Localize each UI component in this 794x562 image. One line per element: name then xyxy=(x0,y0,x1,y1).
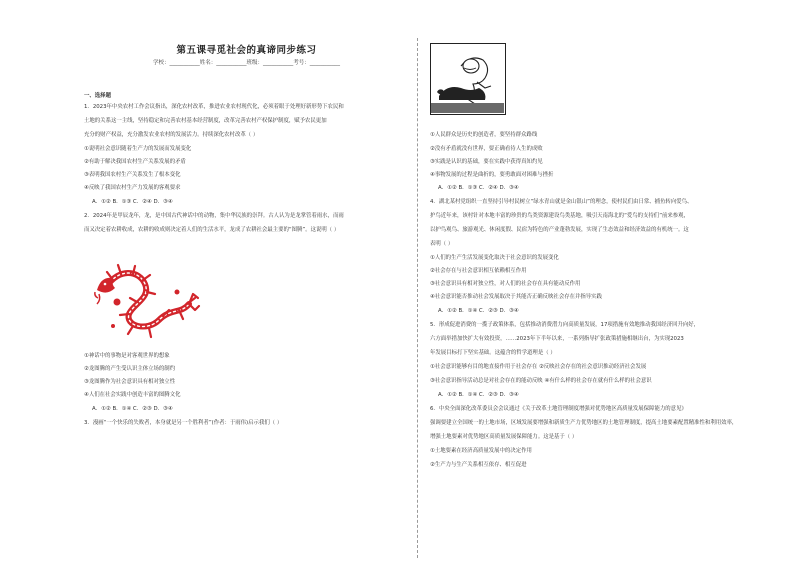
answer-choices: A．①② B．①④ C．②③ D．③④ xyxy=(92,406,173,412)
question-line: 4．湖北某村党组织一直坚持引导村民树立“绿水青山就是金山银山”的理念，使村民们由日常、捕鱼转向爱鸟、 xyxy=(430,199,693,205)
question-line: 土地的关系这一主线，坚持稳定和完善农村基本经营制度，改革完善农村产权保护制度，赋予农民更加 xyxy=(84,118,327,124)
column-divider xyxy=(417,38,418,558)
question-line: 2．2024年是甲辰龙年，龙，是中国古代神话中的动物，集中华民族的崇拜。古人认为是龙掌管着雨水，而雨 xyxy=(84,213,344,219)
option-line: ①社会意识能够有目的地直接作用于社会存在 ②反映社会存在的社会意识推动经济社会发展 xyxy=(430,364,647,370)
option-line: ①土地要素在经济高质量发展中的决定作用 xyxy=(430,448,532,454)
option-line: ①神话中的事物是对客观世界的想象 xyxy=(84,353,170,359)
question-line: 6．中央全面深化改革委员会会议通过《关于改革土地管理制度增强对优势地区高质量发展保障能力的意见》 xyxy=(430,406,687,412)
question-line: 护鸟近年来，该村针对本地丰富的珍贵的鸟类资源建设鸟类基地，吸引天南海北的“爱鸟的支持们”前来参观， xyxy=(430,213,689,219)
option-line: ④事物发展的过程是曲折的，要勇敢面对困难与挫折 xyxy=(430,172,554,178)
answer-choices: A．①② B．①④ C．②③ D．③④ xyxy=(438,308,519,314)
question-line: 强调要建立全国统一的土地市场，区域发展要增强和新质生产力优势地区的土地管理制度，提高土地要素配置精准性和利用效率， xyxy=(430,420,738,426)
option-line: ②生产力与生产关系相互依存、相互促进 xyxy=(430,462,527,468)
option-line: ②社会存在与社会意识相互依赖相互作用 xyxy=(430,268,527,274)
option-line: ①说明社会意识随着生产力的发展而发展变化 xyxy=(84,146,192,152)
option-line: ①人们的生产生活发展变化取决于社会意识的发展变化 xyxy=(430,255,559,261)
option-line: ④反映了我国农村生产力发展的客观要求 xyxy=(84,185,181,191)
question-line: 5．形成促进消费的一揽子政策体系，包括推动消费潜力向高质量发展，17项措施有效地推动我国经济回升向好， xyxy=(430,322,700,328)
option-line: ③实践是认识的基础，要在实践中获得真知灼见 xyxy=(430,159,543,165)
option-line: ②龙图腾的产生受认识主体立场的制约 xyxy=(84,366,176,372)
option-line: ②有助于解决我国农村生产关系发展的矛盾 xyxy=(84,159,186,165)
option-line: ①人民群众是历史的创造者，要坚持群众路线 xyxy=(430,132,538,138)
question-line: 六方面举措加快扩大有效投资，……2023年下半年以来，一系列指导扩张政策措施相继出台，为实现2023 xyxy=(430,336,684,342)
option-line: ②没有矛盾就没有世界，要正确看待人生的成败 xyxy=(430,146,543,152)
question-line: 增强土地要素对优势地区高质量发展保障能力。这是基于（ ） xyxy=(430,434,578,440)
question-line: 3．漫画“一个快乐的失败者，本身就是另一个胜利者”(作者：于雨伟)启示我们（ ） xyxy=(84,420,283,426)
answer-choices: A．①② B．①③ C．②④ D．③④ xyxy=(438,185,519,191)
question-line: 以护鸟观鸟、旅游观光、休闲度假、民宿为特色的产业蓬勃发展，实现了生态效益和经济效益的有机统一。这 xyxy=(430,227,689,233)
answer-choices: A．①② B．①③ C．②④ D．③④ xyxy=(92,199,173,205)
option-line: ③社会意识指导活动总是对社会存在的能动反映 ④有什么样的社会存在就有什么样的社会意识 xyxy=(430,378,652,384)
option-line: ③表明我国农村生产关系发生了根本变化 xyxy=(84,172,181,178)
cartoon-figure-icon xyxy=(430,43,506,115)
red-dragon-papercut-icon xyxy=(93,262,203,342)
question-line: 充分的财产权益，充分激发农业农村的发展活力。持续深化农村改革（ ） xyxy=(84,132,259,138)
option-line: ③社会意识具有相对独立性，对人们的社会存在具有能动反作用 xyxy=(430,281,581,287)
question-line: 表明（ ） xyxy=(430,241,454,247)
option-line: ③龙图腾作为社会意识具有相对独立性 xyxy=(84,379,176,385)
question-line: 而又决定着农耕收成，农耕的收成则决定着人们的生活水平，龙成了农耕社会最主要的“图腾”。这说明（ ） xyxy=(84,227,340,233)
option-line: ④社会意识能否推动社会发展取决于其能否正确反映社会存在并指导实践 xyxy=(430,294,602,300)
question-line: 1．2023年中央农村工作会议指出，深化农村改革，推进农业农村现代化，必须着眼于处理好新形势下农民和 xyxy=(84,104,344,110)
question-line: 年发展目标打下坚实基础。这蕴含的哲学道理是（ ） xyxy=(430,350,556,356)
option-line: ④人们在社会实践中创造丰富的图腾文化 xyxy=(84,392,181,398)
answer-choices: A．①② B．①④ C．②③ D．③④ xyxy=(438,392,519,398)
student-info-line: 学校：___________姓名：___________班级：___________考号：___________ xyxy=(152,60,340,66)
page-title: 第五课寻觅社会的真谛同步练习 xyxy=(176,45,317,56)
section-heading: 一、选择题 xyxy=(84,93,111,99)
